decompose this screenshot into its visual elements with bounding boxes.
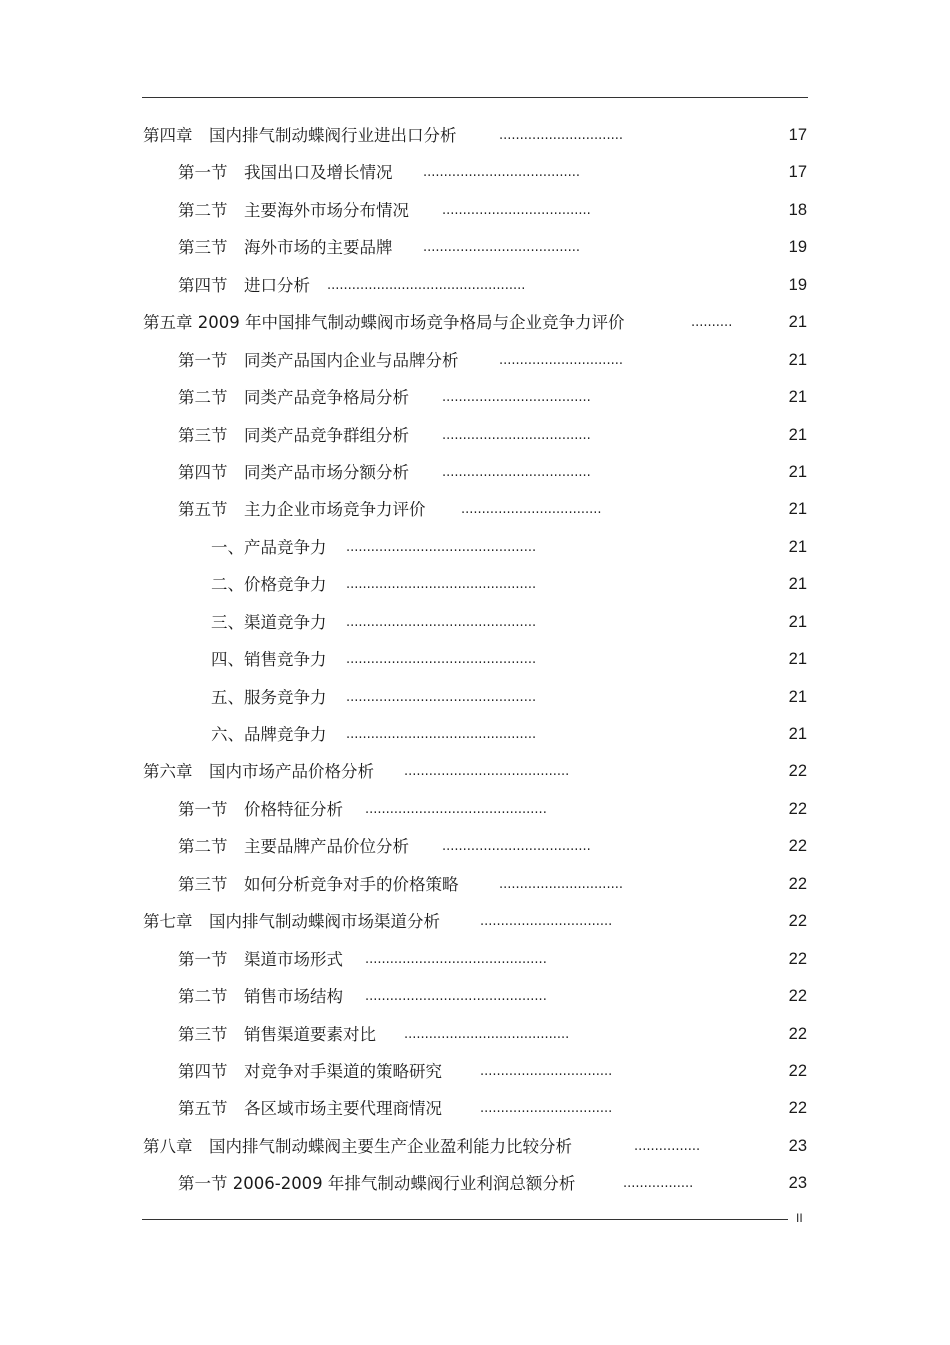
toc-entry-page-number: 17 <box>788 163 807 182</box>
toc-entry-title: 第二节 销售市场结构 <box>178 987 343 1007</box>
toc-entry-title: 第三节 如何分析竞争对手的价格策略 <box>178 874 459 894</box>
toc-dot-leader: ............................................ <box>365 951 547 967</box>
toc-dot-leader: ........................................ <box>404 764 570 780</box>
toc-entry[interactable] <box>0 604 950 641</box>
toc-entry-title: 第一节 2006-2009 年排气制动蝶阀行业利润总额分析 <box>178 1174 576 1194</box>
toc-entry[interactable] <box>0 192 950 229</box>
toc-dot-leader: ............................................ <box>365 801 547 817</box>
toc-entry[interactable] <box>0 679 950 716</box>
toc-entry-page-number: 21 <box>788 650 807 669</box>
toc-entry-title: 一、产品竞争力 <box>211 537 327 557</box>
toc-dot-leader: .............................................. <box>346 577 537 593</box>
toc-entry-page-number: 22 <box>788 1099 807 1118</box>
toc-entry-title: 第四章 国内排气制动蝶阀行业进出口分析 <box>143 126 457 145</box>
toc-entry-page-number: 21 <box>788 462 807 481</box>
toc-entry-title: 六、品牌竞争力 <box>211 725 327 744</box>
toc-entry-page-number: 22 <box>788 949 807 968</box>
toc-entry-title: 第二节 同类产品竞争格局分析 <box>178 388 409 408</box>
toc-entry[interactable] <box>0 716 950 753</box>
toc-entry[interactable] <box>0 454 950 491</box>
toc-entry-title: 四、销售竞争力 <box>211 650 327 670</box>
toc-dot-leader: ................................ <box>480 1101 613 1117</box>
toc-entry-title: 第一节 同类产品国内企业与品牌分析 <box>178 350 459 370</box>
toc-entry[interactable] <box>0 117 950 154</box>
toc-entry-title: 第三节 销售渠道要素对比 <box>178 1024 376 1044</box>
toc-dot-leader: .......... <box>691 315 733 331</box>
toc-entry[interactable] <box>0 154 950 191</box>
toc-entry-title: 五、服务竞争力 <box>211 687 327 707</box>
toc-dot-leader: .................................... <box>442 427 591 443</box>
toc-entry-page-number: 22 <box>788 987 807 1006</box>
toc-dot-leader: .................................... <box>442 202 591 218</box>
toc-entry-title: 二、价格竞争力 <box>211 575 327 595</box>
toc-entry-title: 第三节 海外市场的主要品牌 <box>178 238 393 258</box>
toc-entry[interactable] <box>0 1165 950 1202</box>
toc-entry-title: 第五节 主力企业市场竞争力评价 <box>178 500 426 520</box>
toc-entry-page-number: 21 <box>788 537 807 556</box>
toc-entry[interactable] <box>0 753 950 790</box>
toc-entry-title: 三、渠道竞争力 <box>211 612 327 632</box>
toc-entry[interactable] <box>0 379 950 416</box>
toc-dot-leader: .................................... <box>442 839 591 855</box>
toc-entry-page-number: 21 <box>788 612 807 631</box>
toc-dot-leader: .................................. <box>461 502 602 518</box>
toc-entry[interactable] <box>0 304 950 341</box>
toc-entry[interactable] <box>0 791 950 828</box>
toc-entry-title: 第五章 2009 年中国排气制动蝶阀市场竞争格局与企业竞争力评价 <box>143 313 625 333</box>
toc-entry-title: 第二节 主要海外市场分布情况 <box>178 200 409 220</box>
toc-entry-page-number: 22 <box>788 762 807 781</box>
toc-entry[interactable] <box>0 1053 950 1090</box>
toc-entry-page-number: 23 <box>788 1174 807 1193</box>
toc-entry-page-number: 22 <box>788 1061 807 1080</box>
toc-entry-title: 第一节 价格特征分析 <box>178 799 343 819</box>
toc-dot-leader: ............................................ <box>365 989 547 1005</box>
toc-entry-page-number: 22 <box>788 912 807 931</box>
toc-entry[interactable] <box>0 1128 950 1165</box>
toc-dot-leader: .............................. <box>499 352 623 368</box>
toc-entry-page-number: 21 <box>788 425 807 444</box>
toc-entry[interactable] <box>0 903 950 940</box>
toc-entry-title: 第四节 同类产品市场分额分析 <box>178 462 409 482</box>
toc-entry-title: 第二节 主要品牌产品价位分析 <box>178 837 409 857</box>
toc-dot-leader: ................................................ <box>327 277 526 293</box>
toc-entry-title: 第八章 国内排气制动蝶阀主要生产企业盈利能力比较分析 <box>143 1136 572 1156</box>
toc-entry[interactable] <box>0 491 950 528</box>
toc-entry-page-number: 23 <box>788 1136 807 1155</box>
toc-dot-leader: ................ <box>634 1138 701 1154</box>
toc-entry-page-number: 22 <box>788 837 807 856</box>
table-of-contents <box>0 117 950 1203</box>
toc-entry-title: 第一节 渠道市场形式 <box>178 949 343 969</box>
toc-dot-leader: ................. <box>623 1176 694 1192</box>
toc-entry-page-number: 22 <box>788 1024 807 1043</box>
toc-entry-page-number: 19 <box>788 275 807 294</box>
toc-entry[interactable] <box>0 828 950 865</box>
header-rule <box>142 97 808 98</box>
toc-entry[interactable] <box>0 1090 950 1127</box>
toc-entry[interactable] <box>0 529 950 566</box>
toc-entry-page-number: 22 <box>788 799 807 818</box>
toc-entry-page-number: 17 <box>788 126 807 144</box>
toc-entry[interactable] <box>0 978 950 1015</box>
toc-entry-title: 第三节 同类产品竞争群组分析 <box>178 425 409 445</box>
toc-dot-leader: .............................. <box>499 128 623 143</box>
toc-dot-leader: ................................ <box>480 914 613 930</box>
toc-entry-title: 第六章 国内市场产品价格分析 <box>143 762 374 782</box>
toc-dot-leader: .............................................. <box>346 727 537 742</box>
toc-entry-title: 第五节 各区域市场主要代理商情况 <box>178 1099 442 1119</box>
toc-entry-title: 第四节 进口分析 <box>178 275 310 295</box>
toc-entry-page-number: 21 <box>788 500 807 519</box>
toc-dot-leader: ...................................... <box>423 165 581 181</box>
toc-dot-leader: .............................................. <box>346 539 537 555</box>
toc-entry-page-number: 19 <box>788 238 807 257</box>
toc-entry-title: 第七章 国内排气制动蝶阀市场渠道分析 <box>143 912 440 932</box>
footer-rule <box>142 1219 788 1220</box>
toc-entry[interactable] <box>0 417 950 454</box>
toc-entry[interactable] <box>0 267 950 304</box>
toc-dot-leader: ...................................... <box>423 240 581 256</box>
toc-dot-leader: .................................... <box>442 390 591 406</box>
toc-entry-title: 第四节 对竞争对手渠道的策略研究 <box>178 1061 442 1081</box>
toc-entry[interactable] <box>0 866 950 903</box>
toc-dot-leader: .............................................. <box>346 652 537 668</box>
toc-entry-page-number: 21 <box>788 350 807 369</box>
toc-entry-page-number: 22 <box>788 874 807 893</box>
toc-dot-leader: ................................ <box>480 1063 613 1079</box>
toc-dot-leader: .............................. <box>499 876 623 892</box>
toc-entry-title: 第一节 我国出口及增长情况 <box>178 163 393 183</box>
toc-dot-leader: .............................................. <box>346 689 537 705</box>
toc-entry-page-number: 21 <box>788 725 807 743</box>
toc-entry[interactable] <box>0 229 950 266</box>
toc-dot-leader: .................................... <box>442 464 591 480</box>
toc-entry[interactable] <box>0 1016 950 1053</box>
toc-entry-page-number: 21 <box>788 687 807 706</box>
footer-page-number: II <box>796 1211 803 1225</box>
toc-entry-page-number: 21 <box>788 313 807 332</box>
toc-entry[interactable] <box>0 566 950 603</box>
toc-dot-leader: .............................................. <box>346 614 537 630</box>
toc-entry-page-number: 21 <box>788 575 807 594</box>
toc-entry[interactable] <box>0 941 950 978</box>
toc-entry[interactable] <box>0 342 950 379</box>
toc-entry-page-number: 21 <box>788 388 807 407</box>
toc-entry[interactable] <box>0 641 950 678</box>
toc-entry-page-number: 18 <box>788 200 807 219</box>
toc-dot-leader: ........................................ <box>404 1026 570 1042</box>
